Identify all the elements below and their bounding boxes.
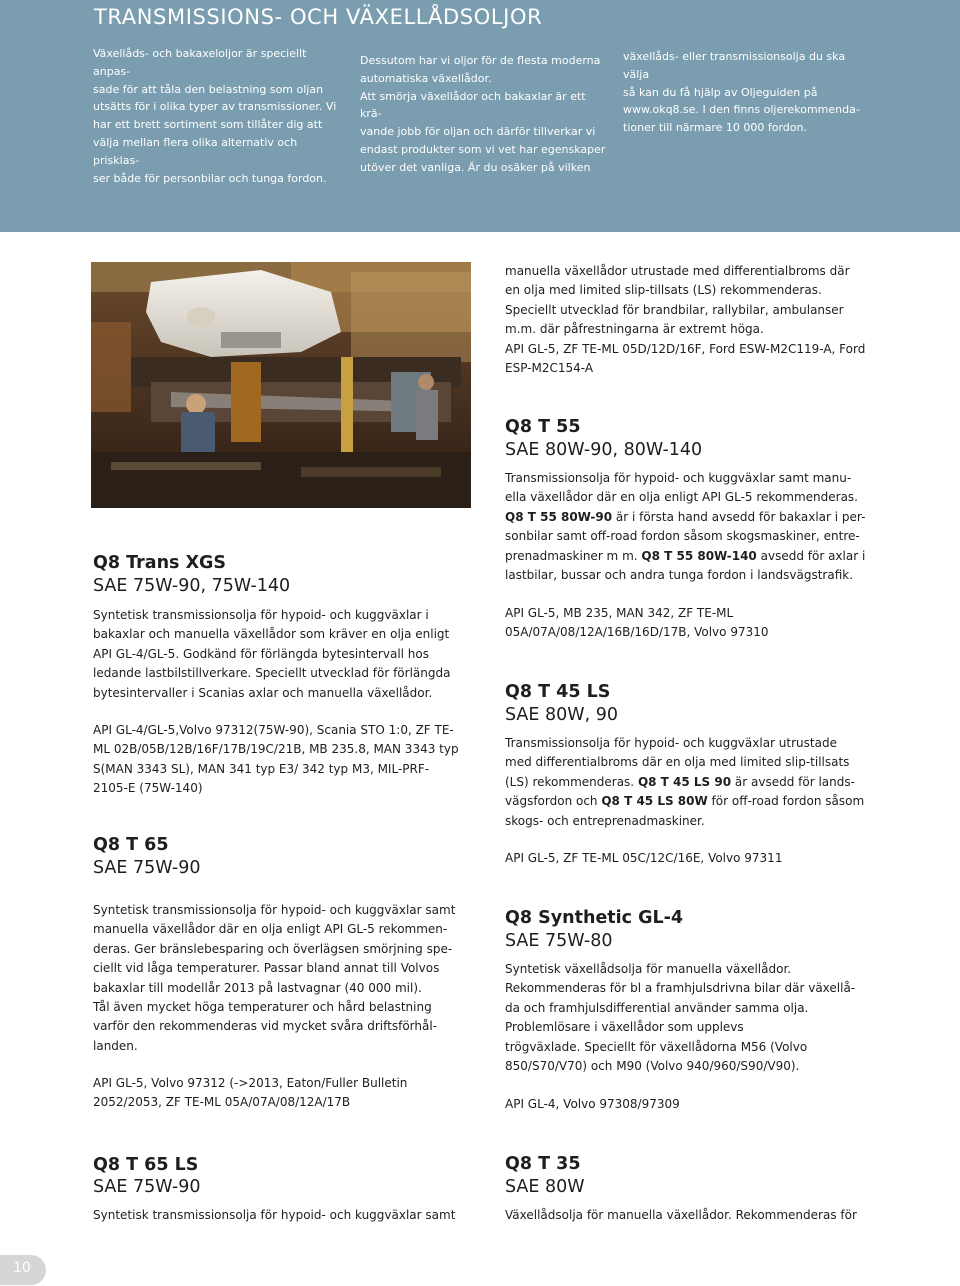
highlight-product: Q8 T 55 80W-90 bbox=[505, 509, 613, 524]
text-line: Speciellt utvecklad för brandbilar, rallybilar, ambulanser bbox=[505, 302, 844, 317]
intro-line: Växellåds- och bakaxeloljor är speciellt anpas- bbox=[93, 47, 307, 78]
assembly-line-photo bbox=[91, 262, 471, 508]
product-description bbox=[505, 960, 875, 1076]
intro-line: välja mellan flera olika alternativ och prisklas- bbox=[93, 135, 298, 167]
product-grade: SAE 75W-90 bbox=[93, 1177, 201, 1197]
text-line bbox=[505, 508, 875, 527]
text-line: S(MAN 3343 SL), MAN 341 typ E3/ 342 typ M3, MIL-PRF- bbox=[93, 761, 430, 776]
product-name: Q8 T 65 LS bbox=[93, 1155, 199, 1175]
product-grade: SAE 75W-80 bbox=[505, 931, 613, 951]
intro-line: växellåds- eller transmissionsolja du ska välja bbox=[623, 50, 846, 81]
product-name: Q8 T 55 bbox=[505, 417, 581, 437]
product-specs bbox=[505, 604, 875, 643]
text-line: skogs- och entreprenadmaskiner. bbox=[505, 813, 705, 828]
highlight-product: Q8 T 45 LS 90 bbox=[637, 774, 732, 789]
text-line: API GL-5, ZF TE-ML 05D/12D/16F, Ford ESW-M2C119-A, Ford bbox=[505, 341, 866, 356]
product-grade: SAE 80W bbox=[505, 1177, 585, 1197]
intro-line: endast produkter som vi vet har egenskaper bbox=[360, 142, 606, 156]
right-top-text bbox=[505, 262, 875, 378]
text-line: trögväxlade. Speciellt för växellådorna M56 (Volvo bbox=[505, 1039, 808, 1054]
text-line: lastbilar, bussar och andra tunga fordon i landsvägstrafik. bbox=[505, 568, 854, 583]
intro-column-2 bbox=[360, 52, 610, 177]
intro-line: sade för att tåla den belastning som oljan bbox=[93, 82, 324, 96]
product-grade: SAE 75W-90 bbox=[93, 858, 201, 878]
text-line: ella växellådor där en olja enligt API GL-5 rekommenderas. bbox=[505, 490, 858, 505]
text-fragment: vägsfordon och bbox=[505, 794, 602, 809]
product-name: Q8 Synthetic GL-4 bbox=[505, 908, 684, 928]
product-description bbox=[505, 734, 875, 831]
text-line bbox=[505, 792, 875, 811]
text-line: ML 02B/05B/12B/16F/17B/19C/21B, MB 235.8, MAN 3343 typ bbox=[93, 742, 459, 757]
text-fragment: avsedd för axlar i bbox=[756, 548, 866, 563]
highlight-product: Q8 T 45 LS 80W bbox=[601, 794, 708, 809]
text-line: API GL-5, Volvo 97312 (->2013, Eaton/Fuller Bulletin bbox=[93, 1076, 408, 1090]
product-description bbox=[93, 606, 473, 703]
text-line: ledande lastbilstillverkare. Speciellt utvecklad för förlängda bbox=[93, 666, 451, 681]
intro-line: har ett brett sortiment som tillåter dig att bbox=[93, 118, 323, 132]
page-number-tab bbox=[0, 1255, 46, 1285]
intro-line: Att smörja växellådor och bakaxlar är ett krä- bbox=[360, 89, 586, 121]
intro-line: ser både för personbilar och tunga fordon. bbox=[93, 171, 327, 185]
text-line: API GL-5, ZF TE-ML 05C/12C/16E, Volvo 97311 bbox=[505, 851, 783, 865]
text-line: Syntetisk transmissionsolja för hypoid- och kuggväxlar samt bbox=[93, 903, 456, 917]
intro-line: vande jobb för oljan och därför tillverkar vi bbox=[360, 125, 596, 139]
text-line: Växellådsolja för manuella växellådor. Rekommenderas för bbox=[505, 1208, 857, 1222]
text-line bbox=[505, 773, 875, 792]
product-grade: SAE 80W-90, 80W-140 bbox=[505, 440, 703, 460]
text-line: m.m. där påfrestningarna är extremt höga. bbox=[505, 322, 764, 337]
highlight-product: Q8 T 55 80W-140 bbox=[641, 548, 757, 563]
text-line: Transmissionsolja för hypoid- och kuggväxlar utrustade bbox=[505, 736, 837, 750]
text-line: bakaxlar till modellår 2013 på lastvagnar (40 000 mil). bbox=[93, 980, 422, 995]
product-specs bbox=[505, 849, 875, 868]
text-line: deras. Ger bränslebesparing och överlägsen smörjning spe- bbox=[93, 941, 453, 956]
text-line: API GL-4, Volvo 97308/97309 bbox=[505, 1097, 680, 1111]
text-line: bytesintervaller i Scanias axlar och manuella växellådor. bbox=[93, 685, 433, 700]
header-banner bbox=[0, 0, 960, 232]
product-name: Q8 T 35 bbox=[505, 1154, 581, 1174]
intro-column-1 bbox=[93, 45, 343, 187]
intro-line: utsätts för i olika typer av transmissioner. Vi bbox=[93, 100, 337, 114]
page-title: TRANSMISSIONS- OCH VÄXELLÅDSOLJOR bbox=[94, 5, 543, 29]
text-line: Syntetisk transmissionsolja för hypoid- och kuggväxlar i bbox=[93, 608, 429, 622]
text-line: API GL-5, MB 235, MAN 342, ZF TE-ML bbox=[505, 606, 734, 620]
text-line: manuella växellådor där en olja enligt API GL-5 rekommen- bbox=[93, 922, 448, 937]
intro-line: automatiska växellådor. bbox=[360, 71, 492, 85]
product-grade: SAE 80W, 90 bbox=[505, 705, 618, 725]
text-line: API GL-4/GL-5. Godkänd för förlängda bytesintervall hos bbox=[93, 646, 429, 661]
text-line: ciellt vid låga temperaturer. Passar bland annat till Volvos bbox=[93, 961, 440, 976]
product-specs bbox=[505, 1095, 875, 1114]
text-fragment: för off-road fordon såsom bbox=[707, 794, 865, 809]
intro-line: Dessutom har vi oljor för de flesta moderna bbox=[360, 54, 601, 67]
text-line: 2105-E (75W-140) bbox=[93, 781, 203, 796]
text-line: Transmissionsolja för hypoid- och kuggväxlar samt manu- bbox=[505, 471, 852, 485]
product-description bbox=[505, 469, 875, 585]
product-name: Q8 Trans XGS bbox=[93, 553, 227, 573]
intro-line: www.okq8.se. I den finns oljerekommenda- bbox=[623, 103, 860, 117]
text-line: med differentialbroms där en olja med limited slip-tillsats bbox=[505, 755, 850, 770]
product-description bbox=[505, 1206, 875, 1225]
intro-column-3 bbox=[623, 48, 873, 137]
product-name: Q8 T 65 bbox=[93, 835, 169, 855]
product-grade: SAE 75W-90, 75W-140 bbox=[93, 576, 291, 596]
text-line bbox=[505, 547, 875, 566]
text-line: landen. bbox=[93, 1038, 138, 1053]
product-description bbox=[93, 1206, 473, 1225]
text-line: Problemlösare i växellådor som upplevs bbox=[505, 1020, 744, 1035]
text-line: da och framhjulsdifferential använder samma olja. bbox=[505, 1000, 809, 1015]
text-fragment: prenadmaskiner m m. bbox=[505, 548, 642, 563]
text-line: Rekommenderas för bl a framhjulsdrivna bilar där växellå- bbox=[505, 981, 856, 996]
intro-line: tioner till närmare 10 000 fordon. bbox=[623, 121, 807, 135]
page-number: 10 bbox=[13, 1260, 31, 1276]
product-specs bbox=[93, 1074, 473, 1113]
intro-line: så kan du få hjälp av Oljeguiden på bbox=[623, 85, 818, 99]
text-line: Tål även mycket höga temperaturer och hård belastning bbox=[93, 1000, 432, 1015]
intro-line: utöver det vanliga. Är du osäker på vilken bbox=[360, 160, 591, 174]
text-fragment: (LS) rekommenderas. bbox=[505, 774, 638, 789]
text-line: Syntetisk transmissionsolja för hypoid- och kuggväxlar samt bbox=[93, 1208, 456, 1222]
text-fragment: är i första hand avsedd för bakaxlar i per- bbox=[612, 509, 866, 524]
text-line: bakaxlar och manuella växellådor som kräver en olja enligt bbox=[93, 627, 450, 642]
product-name: Q8 T 45 LS bbox=[505, 682, 611, 702]
text-line: 05A/07A/08/12A/16B/16D/17B, Volvo 97310 bbox=[505, 625, 769, 640]
text-line: varför den rekommenderas vid mycket svåra driftsförhål- bbox=[93, 1019, 438, 1034]
text-line: API GL-4/GL-5,Volvo 97312(75W-90), Scania STO 1:0, ZF TE- bbox=[93, 723, 454, 737]
text-line: ESP-M2C154-A bbox=[505, 361, 594, 376]
text-line: Syntetisk växellådsolja för manuella växellådor. bbox=[505, 962, 792, 976]
text-line: 850/S70/V70) och M90 (Volvo 940/960/S90/V90). bbox=[505, 1059, 800, 1074]
text-fragment: är avsedd för lands- bbox=[731, 774, 855, 789]
text-line: en olja med limited slip-tillsats (LS) rekommenderas. bbox=[505, 283, 822, 298]
product-description bbox=[93, 901, 473, 1056]
text-line: manuella växellådor utrustade med differentialbroms där bbox=[505, 264, 850, 278]
product-specs bbox=[93, 721, 473, 799]
text-line: 2052/2053, ZF TE-ML 05A/07A/08/12A/17B bbox=[93, 1095, 351, 1110]
text-line: sonbilar samt off-road fordon såsom skogsmaskiner, entre- bbox=[505, 529, 860, 544]
assembly-line-illustration bbox=[91, 262, 471, 508]
